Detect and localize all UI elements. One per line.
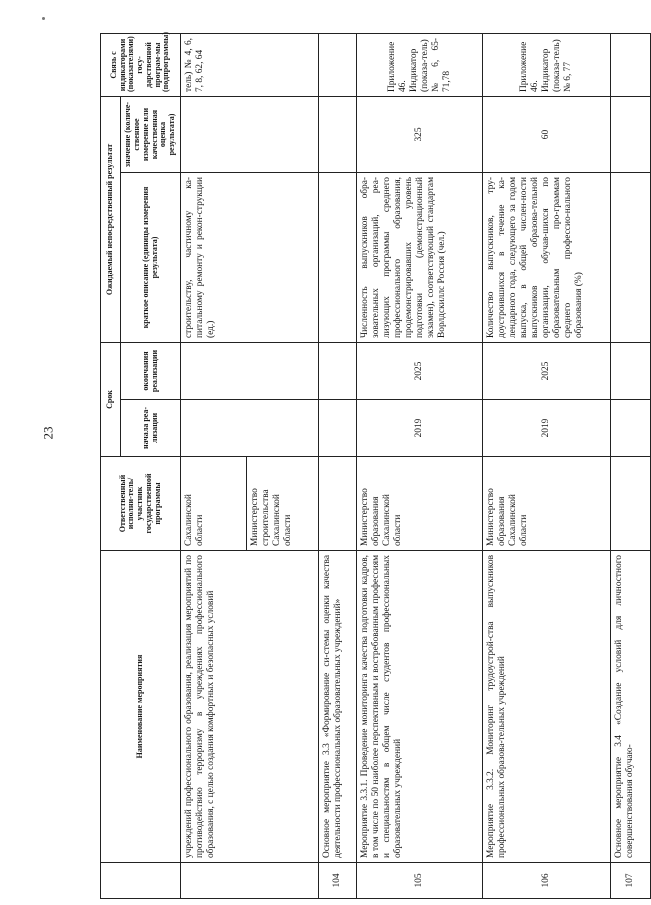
measure-name: Мероприятие 3.3.1. Проведение мониторинга качества подготовки кадров, в том числе по 50 наиболее перспективным и востребованным профессиям и специальностям в общем числе студентов профессиональных образовательных учреждений (357, 551, 483, 863)
indicator-link (319, 34, 357, 97)
header-link: Связь с индикаторами (показателями) госу-дарственной програм-мы (подпрограммы) (101, 34, 181, 97)
responsible-cell: Министерство строительства Сахалинской области (247, 457, 319, 551)
measure-name: учреждений профессионального образования, реализация мероприятий по противодействию терроризму в учреждениях профессионального образования, с целью создания комфортных и безопасных условий (181, 551, 319, 863)
end-year: 2025 (483, 343, 611, 400)
row-number: 106 (483, 863, 611, 899)
indicator-link: Приложение 46. Индикатор (показа-тель) № 6, 77 (483, 34, 611, 97)
header-responsible: Ответственный исполни-тель/участник государственной программы (101, 457, 181, 551)
row-number: 105 (357, 863, 483, 899)
scan-artifact (42, 17, 45, 20)
end-year (181, 343, 319, 400)
start-year: 2019 (483, 400, 611, 457)
header-term-start: начала реа-лизации (121, 400, 181, 457)
table-row (357, 34, 483, 899)
indicator-link: тель) № 4, 6, 7, 8, 62, 64 (181, 34, 319, 97)
responsible-cell: Министерство образования Сахалинской области (357, 457, 483, 551)
header-no (101, 863, 181, 899)
measure-name: Основное мероприятие 3.4 «Создание условий для личностного совершенствования обучаю- (611, 551, 651, 863)
page-number: 23 (40, 426, 56, 440)
start-year (319, 400, 357, 457)
end-year: 2025 (357, 343, 483, 400)
start-year (181, 400, 319, 457)
indicator-link (611, 34, 651, 97)
result-description: Численность выпускников обра-зовательных организаций, реа-лизующих программы среднего профессионального образования, продемонстрировавших уровень подготовки (демонстрационный экзамен), соответствующий стандартам Ворлдскиллс Россия (чел.) (357, 173, 483, 343)
row-number: 107 (611, 863, 651, 899)
result-value: 60 (483, 97, 611, 173)
measures-table-rotated (100, 31, 650, 899)
measure-name: Основное мероприятие 3.3 «Формирование си-стемы оценки качества деятельности профессиональных образовательных учреждений» (319, 551, 357, 863)
header-result-desc: краткое описание (единицы измерения результата) (121, 173, 181, 343)
result-value (181, 97, 319, 173)
table-row (483, 34, 611, 899)
result-description (611, 173, 651, 343)
result-value: 325 (357, 97, 483, 173)
measure-name: Мероприятие 3.3.2. Мониторинг трудоустрой-ства выпускников профессиональных образова-тельных учреждений (483, 551, 611, 863)
responsible-cell: Министерство образования Сахалинской области (483, 457, 611, 551)
header-result-value: значение (количе-ственное измерение или качественная оценка результата) (121, 97, 181, 173)
responsible-cell: Сахалинской области (181, 457, 247, 551)
header-term-end: окончания реализации (121, 343, 181, 400)
result-description (319, 173, 357, 343)
end-year (319, 343, 357, 400)
result-description: строительству, частичному ка-питальному ремонту и рекон-струкции (ед.) (181, 173, 319, 343)
header-result: Ожидаемый непосредственный результат (101, 97, 121, 343)
result-value (611, 97, 651, 173)
result-value (319, 97, 357, 173)
start-year (611, 400, 651, 457)
end-year (611, 343, 651, 400)
table-row (181, 34, 247, 899)
responsible-cell (319, 457, 357, 551)
result-description: Количество выпускников, тру-доустроившихся в течение ка-лендарного года, следующего за годом выпуска, в общей числен-ности выпускников образова-тельной организации, обучав-шихся по образовательным про-граммам среднего профессио-нального образования (%) (483, 173, 611, 343)
header-name: Наименование мероприятия (101, 551, 181, 863)
responsible-cell (611, 457, 651, 551)
table-row (611, 34, 651, 899)
start-year: 2019 (357, 400, 483, 457)
row-number: 104 (319, 863, 357, 899)
header-term: Срок (101, 343, 121, 457)
table-row (319, 34, 357, 899)
indicator-link: Приложение 46. Индикатор (показа-тель) № 6, 65-71,78 (357, 34, 483, 97)
row-number (181, 863, 319, 899)
measures-table (100, 33, 651, 899)
